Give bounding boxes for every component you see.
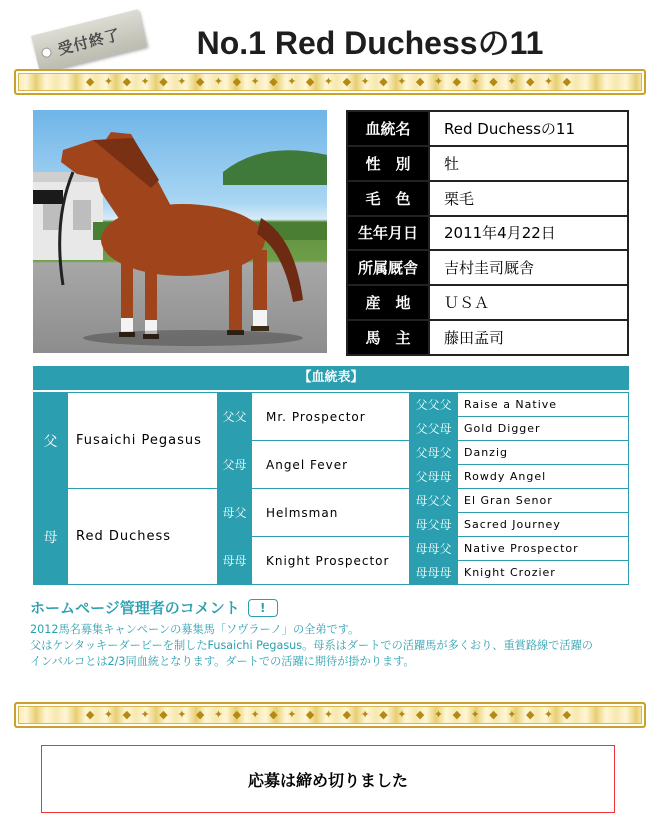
comment-body	[30, 622, 640, 670]
pedigree-name: Helmsman	[252, 489, 410, 537]
ornament-divider-top	[14, 69, 646, 95]
profile-label: 性 別	[347, 146, 429, 181]
status-badge-label: 受付終了	[55, 25, 123, 58]
profile-row	[347, 285, 628, 320]
comment-heading-label: ホームページ管理者のコメント	[30, 599, 240, 617]
profile-label: 血統名	[347, 111, 429, 146]
page-title: No.1 Red Duchessの11	[196, 25, 544, 61]
pedigree-label: 父母母	[410, 465, 458, 489]
status-badge	[31, 9, 147, 72]
profile-row	[347, 181, 628, 216]
profile-row	[347, 250, 628, 285]
profile-row	[347, 146, 628, 181]
profile-value: Red Duchessの11	[429, 111, 628, 146]
profile-label: 馬 主	[347, 320, 429, 355]
profile-label: 産 地	[347, 285, 429, 320]
pedigree-label: 母父	[218, 489, 252, 537]
pedigree-label: 父母父	[410, 441, 458, 465]
pedigree-label: 母	[34, 489, 68, 585]
exclamation-bubble-icon: !	[248, 599, 278, 617]
pedigree-label: 父母	[218, 441, 252, 489]
profile-row	[347, 216, 628, 251]
pedigree-name: Red Duchess	[68, 489, 218, 585]
pedigree-label: 母父父	[410, 489, 458, 513]
pedigree-label: 母母	[218, 537, 252, 585]
application-closed-notice	[41, 745, 615, 813]
comment-line: インバルコとは2/3同血統となります。ダートでの活躍に期待が掛かります。	[30, 655, 415, 668]
pedigree-label: 母母母	[410, 561, 458, 585]
profile-value: ＵＳＡ	[429, 285, 628, 320]
pedigree-name: Knight Prospector	[252, 537, 410, 585]
profile-value: 藤田孟司	[429, 320, 628, 355]
pedigree-label: 母父母	[410, 513, 458, 537]
profile-label: 毛 色	[347, 181, 429, 216]
pedigree-name: Raise a Native	[458, 393, 629, 417]
pedigree-name: El Gran Senor	[458, 489, 629, 513]
horse-illustration	[33, 110, 327, 353]
comment-heading	[30, 597, 278, 618]
profile-value: 栗毛	[429, 181, 628, 216]
pedigree-name: Danzig	[458, 441, 629, 465]
pedigree-name: Sacred Journey	[458, 513, 629, 537]
profile-label: 生年月日	[347, 216, 429, 251]
pedigree-name: Gold Digger	[458, 417, 629, 441]
pedigree-heading: 【血統表】	[33, 366, 629, 390]
pedigree-name: Knight Crozier	[458, 561, 629, 585]
profile-row	[347, 320, 628, 355]
pedigree-name: Mr. Prospector	[252, 393, 410, 441]
pedigree-label: 母母父	[410, 537, 458, 561]
pedigree-name: Native Prospector	[458, 537, 629, 561]
pedigree-label: 父父	[218, 393, 252, 441]
profile-table	[346, 110, 629, 356]
profile-value: 牡	[429, 146, 628, 181]
pedigree-table	[33, 392, 629, 585]
comment-line: 2012馬名募集キャンペーンの募集馬「ソヴラーノ」の全弟です。	[30, 623, 360, 636]
horse-photo	[33, 110, 327, 353]
pedigree-label: 父父父	[410, 393, 458, 417]
ornament-divider-bottom	[14, 702, 646, 728]
pedigree-name: Rowdy Angel	[458, 465, 629, 489]
pedigree-name: Angel Fever	[252, 441, 410, 489]
profile-row	[347, 111, 628, 146]
application-closed-label: 応募は締め切りました	[247, 770, 408, 790]
pedigree-label: 父	[34, 393, 68, 489]
profile-value: 吉村圭司厩舎	[429, 250, 628, 285]
comment-line: 父はケンタッキーダービーを制したFusaichi Pegasus。母系はダートでの活躍馬が多くおり、重賞路線で活躍の	[30, 639, 593, 652]
profile-label: 所属厩舎	[347, 250, 429, 285]
profile-value: 2011年4月22日	[429, 216, 628, 251]
pedigree-name: Fusaichi Pegasus	[68, 393, 218, 489]
pedigree-label: 父父母	[410, 417, 458, 441]
